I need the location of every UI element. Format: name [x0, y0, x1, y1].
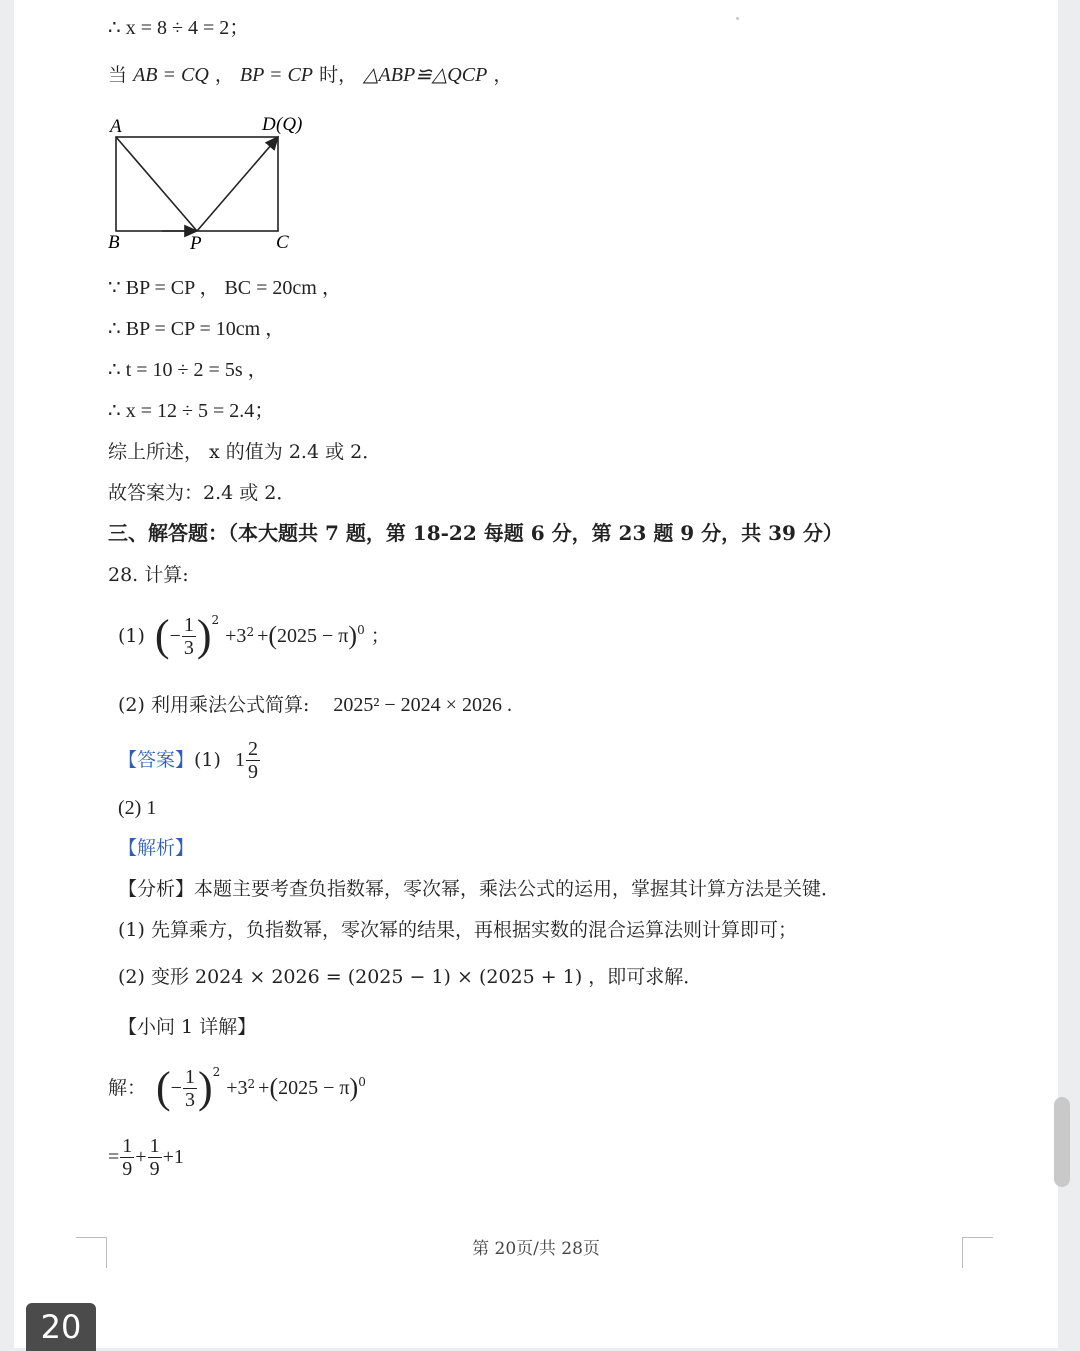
minus-sign: −: [170, 1077, 182, 1099]
text-line: ∴ t = 10 ÷ 2 = 5s ，: [108, 359, 268, 381]
paren: ): [197, 1063, 213, 1112]
fraction: [182, 614, 196, 659]
text-fragment: (2) 利用乘法公式简算:: [118, 694, 310, 716]
answer-1: [118, 736, 261, 784]
label-b: B: [108, 232, 120, 253]
label-d: D: [262, 114, 276, 135]
paren: ): [196, 611, 212, 660]
exponent: 2: [211, 613, 220, 627]
step-1-text: (1) 先算乘方，负指数幂，零次幂的结果，再根据实数的混合运算法则计算即可；: [118, 919, 797, 941]
numerator: 2: [247, 737, 258, 760]
denominator: 9: [247, 760, 258, 783]
detail-heading: 【小问 1 详解】: [118, 1016, 257, 1038]
numerator: 1: [122, 1134, 133, 1157]
paren: (: [156, 1063, 171, 1112]
text-line: ∴ x = 8 ÷ 4 = 2；: [108, 17, 250, 39]
step-2-text: (2) 变形 2024 × 2026 = (2025 − 1) × (2025 + 1) ，即可求解．: [118, 966, 703, 988]
numerator: 1: [183, 613, 194, 636]
label-c: C: [276, 232, 289, 253]
math-fragment: +3: [225, 625, 247, 647]
geometry-figure: [102, 110, 332, 260]
solution-label: 解：: [108, 1077, 147, 1099]
math-fragment: AB = CQ: [133, 64, 209, 86]
question-part-2: [118, 693, 512, 717]
text-line: [108, 63, 512, 87]
result-line: [108, 1132, 184, 1182]
equals-sign: =: [108, 1146, 120, 1168]
paren: (: [154, 611, 170, 660]
text-line: ∴ x = 12 ÷ 5 = 2.4；: [108, 400, 275, 422]
plus-sign: +: [257, 625, 269, 647]
paren: ): [348, 621, 358, 650]
math-fragment: +1: [162, 1146, 184, 1168]
question-part-1: [118, 606, 390, 666]
label-a: A: [110, 116, 122, 137]
denominator: 3: [184, 1088, 195, 1111]
math-fragment: 2025 − π: [278, 1077, 350, 1099]
math-fragment: △ABP≌△QCP: [363, 64, 488, 86]
mixed-whole: 1: [234, 749, 245, 771]
exponent: 2: [247, 1077, 256, 1091]
part-label: (1): [194, 749, 221, 771]
scrollbar-thumb[interactable]: [1054, 1097, 1070, 1187]
text-fragment: ，: [214, 64, 234, 86]
paren: ): [349, 1073, 359, 1102]
text-line: ∵ BP = CP ， BC = 20cm ，: [108, 277, 342, 299]
page-footer: 第 20页/共 28页: [472, 1239, 600, 1259]
text-line: ∴ BP = CP = 10cm ，: [108, 318, 286, 340]
label-p: P: [190, 233, 202, 254]
paren: (: [269, 1073, 279, 1102]
fraction: [246, 738, 260, 783]
text-fragment: 时，: [319, 64, 358, 86]
numerator: 1: [149, 1134, 160, 1157]
fraction: [183, 1066, 197, 1111]
exponent: 2: [246, 625, 255, 639]
exponent: 0: [357, 623, 365, 637]
segment-pd-arrow: [197, 137, 278, 231]
plus-sign: +: [135, 1146, 147, 1168]
label-q: (Q): [276, 114, 303, 135]
section-heading: 三、解答题：（本大题共 7 题，第 18-22 每题 6 分，第 23 题 9 分，共 39 分）: [108, 521, 843, 545]
math-fragment: 2025² − 2024 × 2026 .: [333, 694, 512, 716]
math-fragment: 2025 − π: [277, 625, 349, 647]
rectangle-abcd: [116, 137, 278, 231]
minus-sign: −: [169, 625, 181, 647]
text-line: 故答案为：2.4 或 2．: [108, 482, 296, 504]
numerator: 1: [184, 1065, 195, 1088]
exponent: 0: [358, 1075, 366, 1089]
analysis-text: 【分析】本题主要考查负指数幂，零次幂，乘法公式的运用，掌握其计算方法是关键．: [118, 878, 841, 900]
paren: (: [268, 621, 278, 650]
math-fragment: BP = CP: [239, 64, 314, 86]
question-number: 28. 计算:: [108, 564, 189, 586]
text-line: 综上所述， x 的值为 2.4 或 2．: [108, 441, 382, 463]
segment-ap: [116, 137, 197, 231]
page-number-badge: 20: [26, 1303, 96, 1351]
text-fragment: 当: [108, 64, 128, 86]
text-fragment: ，: [493, 64, 513, 86]
speck: [736, 17, 739, 20]
denominator: 9: [149, 1157, 160, 1180]
fraction: [120, 1135, 134, 1180]
exponent: 2: [212, 1065, 221, 1079]
answer-2: (2) 1: [118, 797, 157, 819]
document-page: [14, 0, 1058, 1348]
plus-sign: +: [258, 1077, 270, 1099]
denominator: 9: [122, 1157, 133, 1180]
text-fragment: ；: [370, 625, 390, 647]
fraction: [148, 1135, 162, 1180]
analysis-tag: 【解析】: [118, 837, 195, 859]
denominator: 3: [183, 636, 194, 659]
math-fragment: +3: [226, 1077, 248, 1099]
part-label: (1): [118, 625, 145, 647]
answer-tag: 【答案】: [118, 749, 195, 771]
solution-line: [108, 1058, 366, 1118]
